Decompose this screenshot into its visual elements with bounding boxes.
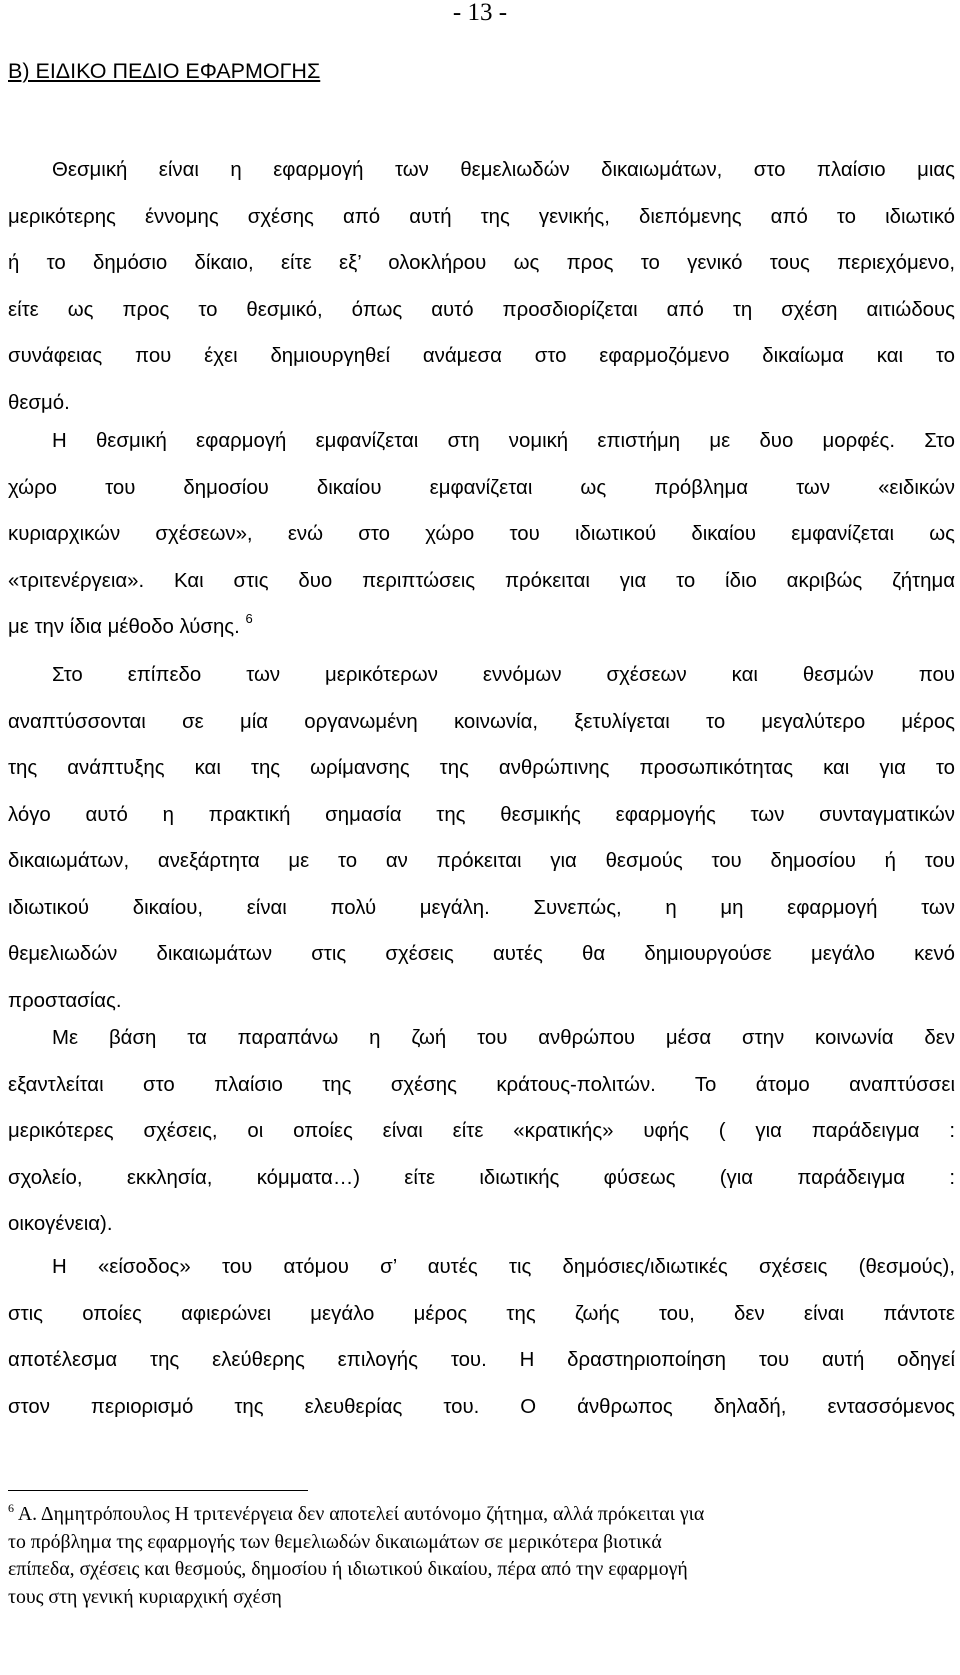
text-line: Στο επίπεδο των μερικότερων εννόμων σχέσεων και θεσμών που [52,664,955,686]
text-line: συνάφειας που έχει δημιουργηθεί ανάμεσα στο εφαρμοζόμενο δικαίωμα και το [8,345,955,367]
text-line-content: με την ίδια μέθοδο λύσης. [8,616,240,638]
text-line: «τριτενέργεια». Και στις δυο περιπτώσεις πρόκειται για το ίδιο ακριβώς ζήτημα [8,569,955,592]
text-line: στις οποίες αφιερώνει μεγάλο μέρος της ζωής του, δεν είναι πάντοτε [8,1302,955,1325]
text-line: ή το δημόσιο δίκαιο, είτε εξ’ ολοκλήρου ως προς το γενικό τους περιεχόμενο, [8,252,955,274]
paragraph-1 [8,147,955,426]
text-line: της ανάπτυξης και της ωρίμανσης της ανθρώπινης προσωπικότητας και για το [8,757,955,779]
footnote [8,1501,955,1611]
text-line: δικαιωμάτων, ανεξάρτητα με το αν πρόκειται για θεσμούς του δημοσίου ή του [8,850,955,872]
text-line: Θεσμική είναι η εφαρμογή των θεμελιωδών δικαιωμάτων, στο πλαίσιο μιας [52,159,955,181]
paragraph-3 [8,652,955,1024]
text-line: λόγο αυτό η πρακτική σημασία της θεσμικής εφαρμογής των συνταγματικών [8,803,955,826]
page-number: - 13 - [452,0,508,26]
paragraph-5 [8,1244,955,1430]
text-line: αναπτύσσονται σε μία οργανωμένη κοινωνία, ξετυλίγεται το μεγαλύτερο μέρος [8,710,955,733]
text-line: κυριαρχικών σχέσεων», ενώ στο χώρο του ιδιωτικού δικαίου εμφανίζεται ως [8,523,955,545]
footnote-text: Α. Δημητρόπουλος Η τριτενέργεια δεν αποτελεί αυτόνομο ζήτημα, αλλά πρόκειται για [14,1503,705,1525]
text-line: αποτέλεσμα της ελεύθερης επιλογής του. Η δραστηριοποίηση του αυτή οδηγεί [8,1349,955,1371]
text-line: Με βάση τα παραπάνω η ζωή του ανθρώπου μέσα στην κοινωνία δεν [52,1027,955,1049]
footnote-line: επίπεδα, σχέσεις και θεσμούς, δημοσίου ή ιδιωτικού δικαίου, πέρα από την εφαρμογή [8,1558,688,1580]
footnote-line: το πρόβλημα της εφαρμογής των θεμελιωδών δικαιωμάτων σε μερικότερα βιοτικά [8,1530,662,1553]
text-line: μερικότερης έννομης σχέσης από αυτή της γενικής, διεπόμενης από το ιδιωτικό [8,205,955,228]
section-heading: Β) ΕΙΔΙΚΟ ΠΕΔΙΟ ΕΦΑΡΜΟΓΗΣ [8,59,321,83]
paragraph-2 [8,418,955,651]
paragraph-4 [8,1015,955,1248]
text-line: οικογένεια). [8,1213,113,1235]
footnote-line: τους στη γενική κυριαρχική σχέση [8,1585,282,1608]
text-line: Η θεσμική εφαρμογή εμφανίζεται στη νομική επιστήμη με δυο μορφές. Στο [52,430,955,452]
text-line: σχολείο, εκκλησία, κόμματα…) είτε ιδιωτικής φύσεως (για παράδειγμα : [8,1166,955,1189]
text-line: προστασίας. [8,989,122,1012]
footnote-separator [8,1490,308,1491]
text-line [8,604,955,651]
text-line: εξαντλείται στο πλαίσιο της σχέσης κράτους-πολιτών. Το άτομο αναπτύσσει [8,1073,955,1096]
text-line: ιδιωτικού δικαίου, είναι πολύ μεγάλη. Συνεπώς, η μη εφαρμογή των [8,896,955,919]
text-line: χώρο του δημοσίου δικαίου εμφανίζεται ως πρόβλημα των «ειδικών [8,476,955,499]
text-line: στον περιορισμό της ελευθερίας του. Ο άνθρωπος δηλαδή, εντασσόμενος [8,1395,955,1418]
text-line: θεσμό. [8,391,70,414]
text-line: μερικότερες σχέσεις, οι οποίες είναι είτε «κρατικής» υφής ( για παράδειγμα : [8,1120,955,1142]
text-line: θεμελιωδών δικαιωμάτων στις σχέσεις αυτές θα δημιουργούσε μεγάλο κενό [8,943,955,965]
text-line: είτε ως προς το θεσμικό, όπως αυτό προσδιορίζεται από τη σχέση αιτιώδους [8,298,955,321]
footnote-number: 6 [8,1501,14,1515]
footnote-reference: 6 [245,611,253,626]
text-line: Η «είσοδος» του ατόμου σ’ αυτές τις δημόσιες/ιδιωτικές σχέσεις (θεσμούς), [52,1256,955,1278]
footnote-line [8,1501,955,1529]
